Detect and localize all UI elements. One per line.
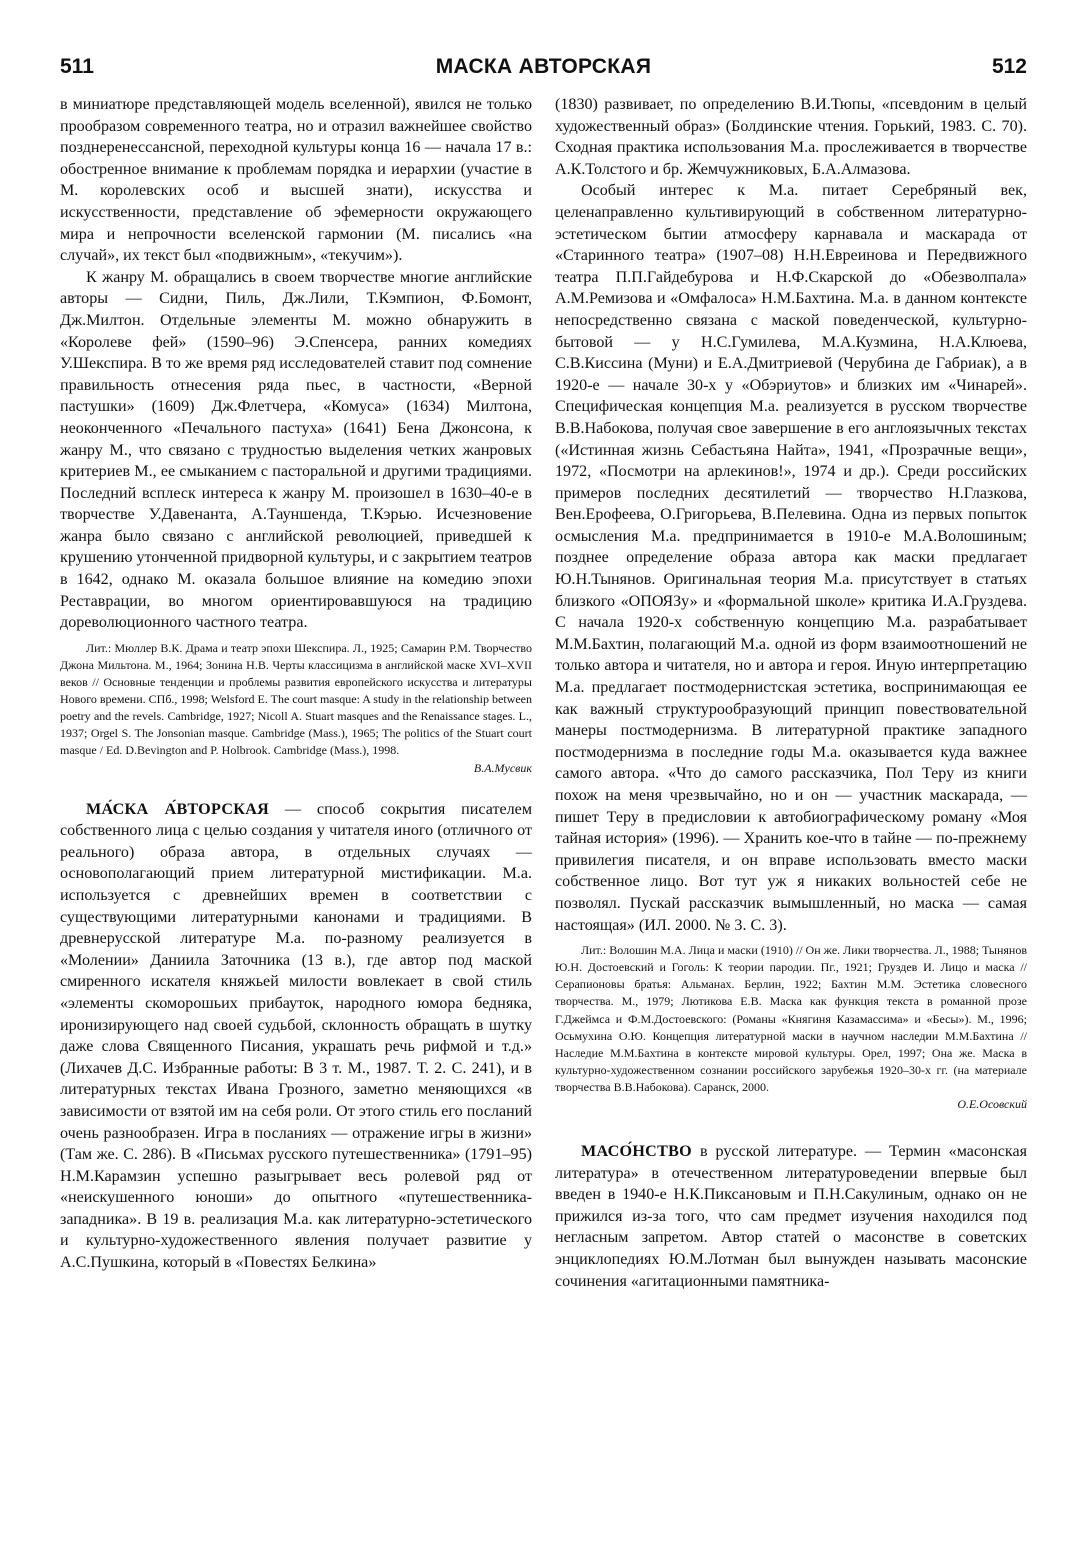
paragraph: Особый интерес к М.а. питает Серебряный век, целенаправленно культивирующий в собственном литературно-эстетическом бытии атмосферу карнавала и маскарада от «Старинного театра» (1907–08) Н.Н.Евреинова и Передвижного театра П.П.Гайдебурова и Н.Ф.Скарской до «Обезволпала» А.М.Ремизова и «Омфалоса» Н.М.Бахтина. М.а. в данном контексте непосредственно связана с маской поведенческой, культурно-бытовой — у Н.С.Гумилева, М.А.Кузмина, Н.А.Клюева, С.В.Киссина (Муни) и Е.А.Дмитриевой (Черубина де Габриак), а в 1920-е — начале 30-х у «Обэриутов» и близких им «Чинарей». Специфическая концепция М.а. реализуется в русском творчестве В.В.Набокова, получая свое завершение в его англоязычных текстах («Истинная жизнь Себастьяна Найта», 1941, «Прозрачные вещи», 1972, «Посмотри на арлекинов!», 1974 и др.). Среди российских примеров последних десятилетий — творчество Н.Глазкова, Вен.Ерофеева, О.Григорьева, В.Пелевина. Одна из первых попыток осмысления М.а. предпринимается в 1910-е М.А.Волошиным; позднее определение образа автора как маски предлагает Ю.Н.Тынянов. Оригинальная теория М.а. присутствует в статьях близкого «ОПОЯЗу» и «формальной школе» критика И.А.Груздева. С начала 1920-х собственную концепцию М.а. разрабатывает М.М.Бахтин, полагающий М.а. одной из форм взаимоотношений не только автора и читателя, но и автора и героя. Иную интерпретацию М.а. предлагает постмодернистская эстетика, воспринимающая ее как важный структурообразующий принцип повествовательной манеры постмодернизма. В литературной практике западного постмодернизма в последние годы М.а. оказывается куда важнее самого автора. «Что до самого рассказчика, Пол Теру из книги похож на меня чрезвычайно, но и он — участник маскарада, — пишет Теру в предисловии к автобиографическому роману «Моя тайная история» (1996). — Хранить кое-что в тайне — по-прежнему привилегия писателя, и он вправе использовать вместо маски собственное лицо. Вот тут уж я никаких вольностей себе не позволял. Пускай рассказчик вымышленный, но маска — самая настоящая» (ИЛ. 2000. № 3. С. 3).: [555, 182, 1027, 934]
paragraph-continued: в миниатюре представляющей модель вселенной), явился не только прообразом современного театра, но и отразил важнейшее свойство позднеренессансной, переходной культуры конца 16 — начала 17 в.: обостренное внимание к проблемам порядка и иерархии (участие в М. королевских особ и высшей знати), искусства и искусственности, представление об эфемерности окружающего мира и непрочности вселенской гармонии (М. писались «на случай», их текст был «подвижным», «текучим»).: [60, 96, 532, 265]
running-title: МАСКА АВТОРСКАЯ: [435, 55, 652, 78]
page-header: [60, 55, 1027, 95]
entry-title: МА́СКА А́ВТОРСКАЯ: [86, 800, 270, 818]
page-number-right: 512: [991, 55, 1027, 78]
entry-text: в русской литературе. — Термин «масонская литература» в отечественном литературоведении впервые был введен в 1940-е Н.К.Пиксановым и П.Н.Сакулиным, однако он не прижился из-за того, что сам предмет изучения находился под негласным запретом. Автор статей о масонстве в советских энциклопедиях Ю.М.Лотман был вынужден называть масонские сочинения «агитационными памятника-: [555, 1143, 1027, 1290]
bibliography-text: Мюллер В.К. Драма и театр эпохи Шекспира. Л., 1925; Самарин Р.М. Творчество Джона Мильтона. М., 1964; Зонина Н.В. Черты классицизма в английской маске XVI–XVII веков // Основные тенденции и проблемы развития европейского искусства и литературы Нового времени. СПб., 1998; Welsford E. The court masque: A study in the relationship between poetry and the revels. Cambridge, 1927; Nicoll A. Stuart masques and the Renaissance stages. L., 1937; Orgel S. The Jonsonian masque. Cambridge (Mass.), 1965; The politics of the Stuart court masque / Ed. D.Bevington and P. Holbrook. Cambridge (Mass.), 1998.: [60, 640, 533, 758]
bibliography-text: Волошин М.А. Лица и маски (1910) // Он же. Лики творчества. Л., 1988; Тынянов Ю.Н. Достоевский и Гоголь: К теории пародии. Пг., 1921; Груздев И. Лицо и маска // Серапионовы братья: Альманах. Берлин, 1922; Бахтин М.М. Эстетика словесного творчества. М., 1979; Лютикова Е.В. Маска как функция текста в романной прозе Г.Джеймса и Ф.М.Достоевского: (Романы «Княгиня Казамассима» и «Бесы»). М., 1996; Осьмухина О.Ю. Концепция литературной маски в научном наследии М.М.Бахтина // Наследие М.М.Бахтина в контексте мировой культуры. Орел, 1997; Она же. Маска в культурно-художественном сознании российского зарубежья 1920–30-х гг. (на материале творчества В.В.Набокова). Саранск, 2000.: [555, 943, 1027, 1094]
bibliography: [60, 640, 532, 777]
entry-text: — способ сокрытия писателем собственного лица с целью создания у читателя иного (отличного от реального) образа автора, в отдельных случаях — основополагающий прием литературной мистификации. М.а. используется с древнейших времен в соответствии с существующими литературными канонами и традициями. В древнерусской литературе М.а. по-разному реализуется в «Молении» Даниила Заточника (13 в.), где автор под маской смиренного искателя княжьей милости вовлекает в свой стиль «элементы скоморошьих прибауток, народного юмора бедняка, иронизирующего над своей судьбой, склонность обращать в шутку даже слова Священного Писания, украшать речь рифмой и т.д.» (Лихачев Д.С. Избранные работы: В 3 т. М., 1987. Т. 2. С. 241), и в литературных текстах Ивана Грозного, заметно меняющихся «в зависимости от взятой им на себя роли. От этого стиль его посланий очень разнообразен. Игра в посланиях — отражение игры в жизни» (Там же. С. 286). В «Письмах русского путешественника» (1791–95) Н.М.Карамзин успешно разыгрывает весь ролевой ряд от «неискушенного юноши» до опытного «путешественника-западника». В 19 в. реализация М.а. как литературно-эстетического и культурно-художественного явления получает развитие у А.С.Пушкина, который в «Повестях Белкина»: [60, 800, 533, 1272]
bibliography-label: Лит.:: [86, 640, 112, 655]
entry-paragraph: [555, 1141, 1027, 1292]
entry-title: МАСО́НСТВО: [581, 1143, 692, 1161]
bibliography: [555, 942, 1027, 1113]
page-number-left: 511: [60, 55, 94, 78]
paragraph: К жанру М. обращались в своем творчестве многие английские авторы — Сидни, Пиль, Дж.Лили, Т.Кэмпион, Ф.Бомонт, Дж.Милтон. Отдельные элементы М. можно обнаружить в «Королеве фей» (1590–96) Э.Спенсера, ранних комедиях У.Шекспира. В то же время ряд исследователей ставит под сомнение правильность отнесения ряда пьес, в частности, «Верной пастушки» (1609) Дж.Флетчера, «Комуса» (1634) Милтона, неоконченного «Печального пастуха» (1641) Бена Джонсона, к жанру М., что связано с трудностью выделения четких жанровых критериев М., ее смыканием с пасторальной и другими традициями. Последний всплеск интереса к жанру М. произошел в 1630–40-е в творчестве У.Давенанта, А.Тауншенда, Т.Кэрью. Исчезновение жанра было связано с английской революцией, приведшей к крушению утонченной придворной культуры, и с закрытием театров в 1642, однако М. оказала большое влияние на комедию эпохи Реставрации, во многом ориентировавшуюся на традицию дореволюционного частного театра.: [60, 268, 532, 632]
entry-paragraph: [60, 799, 532, 1274]
paragraph-continued: (1830) развивает, по определению В.И.Тюпы, «псевдоним в целый художественный образ» (Болдинские чтения. Горький, 1983. С. 70). Сходная практика использования М.а. прослеживается в творчестве А.К.Толстого и бр. Жемчужниковых, Б.А.Алмазова.: [555, 96, 1027, 178]
right-column: [555, 94, 1027, 1292]
left-column: [60, 94, 532, 1274]
bibliography-label: Лит.:: [581, 943, 607, 958]
author-signature: В.А.Мусвик: [473, 760, 532, 775]
author-signature: О.Е.Осовский: [957, 1097, 1027, 1111]
